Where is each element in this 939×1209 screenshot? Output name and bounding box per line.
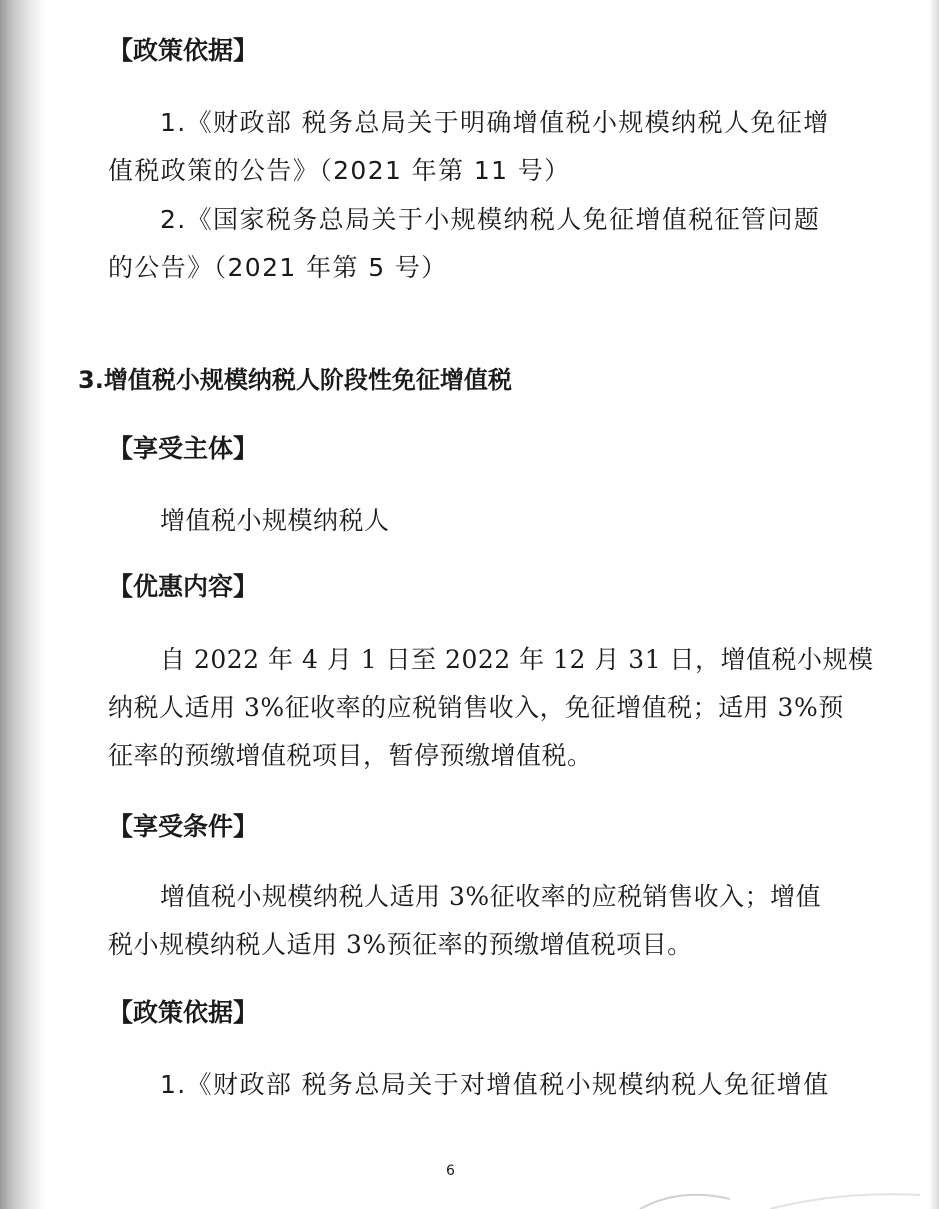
page-shadow-left: [0, 0, 46, 1209]
conditions-line-2: 税小规模纳税人适用 3%预征率的预缴增值税项目。: [108, 930, 693, 959]
heading-beneficiary: 【享受主体】: [108, 434, 259, 463]
policy-item-2-line-2: 的公告》（2021 年第 5 号）: [108, 253, 448, 282]
heading-conditions: 【享受条件】: [108, 812, 259, 841]
heading-policy-basis-2: 【政策依据】: [108, 998, 259, 1027]
heading-benefit-content: 【优惠内容】: [108, 572, 259, 601]
page-shadow-right: [929, 0, 939, 1209]
policy-item-1-line-2: 值税政策的公告》（2021 年第 11 号）: [108, 156, 571, 185]
benefit-content-line-2: 纳税人适用 3%征收率的应税销售收入，免征增值税；适用 3%预: [108, 693, 844, 722]
heading-policy-basis: 【政策依据】: [108, 36, 259, 65]
policy-item-2-line-1: 2.《国家税务总局关于小规模纳税人免征增值税征管问题: [160, 205, 821, 234]
page-curl-decoration: [620, 1185, 920, 1209]
page-number: 6: [446, 1163, 455, 1179]
section-title: 3.增值税小规模纳税人阶段性免征增值税: [78, 366, 512, 394]
conditions-line-1: 增值税小规模纳税人适用 3%征收率的应税销售收入；增值: [160, 882, 822, 911]
benefit-content-line-1: 自 2022 年 4 月 1 日至 2022 年 12 月 31 日，增值税小规模: [160, 645, 874, 674]
policy-item-3-line-1: 1.《财政部 税务总局关于对增值税小规模纳税人免征增值: [160, 1070, 830, 1099]
beneficiary-text: 增值税小规模纳税人: [160, 506, 390, 535]
benefit-content-line-3: 征率的预缴增值税项目，暂停预缴增值税。: [108, 741, 593, 770]
policy-item-1-line-1: 1.《财政部 税务总局关于明确增值税小规模纳税人免征增: [160, 108, 830, 137]
